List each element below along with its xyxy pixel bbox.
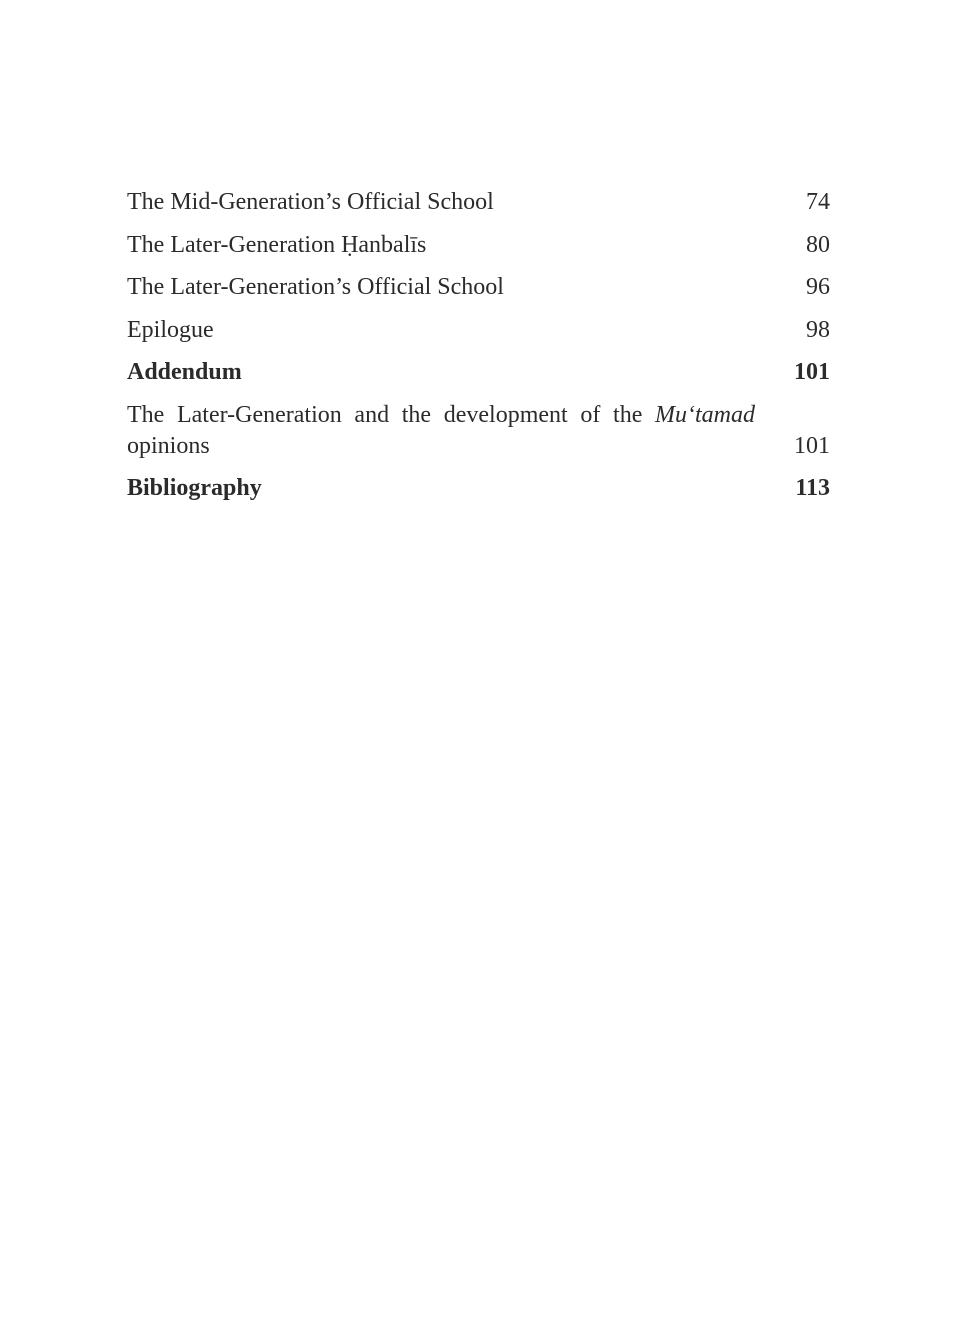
toc-entry-title (127, 400, 755, 462)
toc-entry (127, 315, 830, 346)
toc-entry (127, 187, 830, 218)
toc-section-heading (127, 473, 830, 504)
table-of-contents (127, 187, 830, 516)
toc-entry-title: The Mid-Generation’s Official School (127, 189, 494, 215)
toc-entry (127, 400, 830, 462)
toc-entry-title: The Later-Generation’s Official School (127, 274, 504, 300)
toc-entry (127, 272, 830, 303)
toc-entry-page: 101 (794, 432, 830, 459)
toc-entry-page: 101 (794, 359, 830, 385)
toc-entry-page: 98 (806, 316, 830, 343)
toc-entry-title: Bibliography (127, 475, 262, 501)
toc-entry-page: 113 (795, 475, 830, 501)
toc-section-heading (127, 357, 830, 388)
toc-entry-page: 96 (806, 274, 830, 300)
toc-entry-page: 80 (806, 231, 830, 258)
toc-entry-title-line1 (127, 400, 755, 431)
toc-entry (127, 230, 830, 261)
toc-entry-title: Addendum (127, 359, 242, 385)
toc-entry-page: 74 (806, 189, 830, 215)
toc-entry-title: The Later-Generation Ḥanbalīs (127, 231, 427, 258)
toc-entry-title: Epilogue (127, 316, 214, 343)
toc-entry-title-italic: Mu‘tamad (655, 401, 755, 428)
toc-entry-title-line2: opinions (127, 432, 210, 459)
toc-entry-title-prefix: The Later-Generation and the development of the (127, 401, 656, 428)
